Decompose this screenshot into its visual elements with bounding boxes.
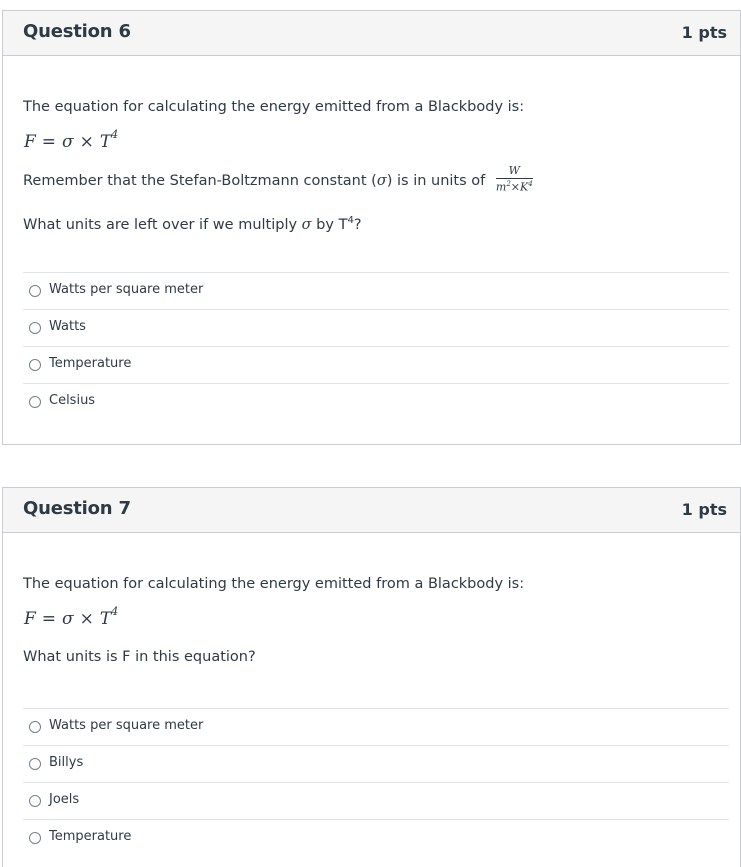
answer-option[interactable] [23, 819, 729, 856]
radio-button[interactable] [29, 832, 41, 844]
equation-times: × [79, 609, 94, 629]
answer-label[interactable]: Celsius [49, 393, 96, 408]
prompt-exponent: 4 [347, 215, 354, 226]
answer-option[interactable] [23, 272, 729, 309]
radio-button[interactable] [29, 285, 41, 297]
answer-label[interactable]: Watts [49, 319, 86, 334]
answer-label[interactable]: Joels [49, 792, 80, 807]
question-header [3, 488, 740, 533]
question-points: 1 pts [681, 500, 727, 519]
answer-label[interactable]: Watts per square meter [49, 718, 204, 733]
answer-option[interactable] [23, 309, 729, 346]
radio-button[interactable] [29, 359, 41, 371]
equation [24, 128, 119, 152]
equation-lhs: F [24, 132, 36, 152]
constant-text-b: ) is in units of [386, 172, 486, 189]
prompt-sigma: σ [301, 216, 312, 233]
question-6-card [2, 10, 741, 445]
equation-exponent: 4 [111, 128, 119, 142]
units-numerator: W [496, 164, 533, 179]
answer-label[interactable]: Watts per square meter [49, 282, 204, 297]
answer-label[interactable]: Billys [49, 755, 84, 770]
radio-button[interactable] [29, 758, 41, 770]
units-fraction [496, 164, 533, 194]
question-header [3, 11, 740, 56]
den-m-exp: 2 [506, 180, 511, 188]
answer-list [23, 272, 729, 420]
question-title: Question 7 [23, 498, 131, 519]
equation-sigma: σ [62, 609, 74, 629]
equation-exponent: 4 [111, 605, 119, 619]
radio-button[interactable] [29, 795, 41, 807]
radio-button[interactable] [29, 396, 41, 408]
radio-button[interactable] [29, 721, 41, 733]
equation-equals: = [41, 132, 57, 152]
answer-option[interactable] [23, 745, 729, 782]
answer-option[interactable] [23, 782, 729, 819]
constant-sigma: σ [376, 172, 387, 189]
equation-base: T [99, 132, 112, 152]
question-intro: The equation for calculating the energy emitted from a Blackbody is: [23, 99, 525, 115]
prompt-text-a: What units are left over if we multiply [23, 216, 302, 233]
answer-label[interactable]: Temperature [49, 829, 132, 844]
radio-button[interactable] [29, 322, 41, 334]
question-title: Question 6 [23, 21, 131, 42]
answer-list [23, 708, 729, 856]
equation-times: × [79, 132, 94, 152]
equation-base: T [99, 609, 112, 629]
equation [24, 605, 119, 629]
question-7-card [2, 487, 741, 867]
equation-equals: = [41, 609, 57, 629]
answer-option[interactable] [23, 708, 729, 745]
den-k-exp: 4 [528, 180, 533, 188]
equation-lhs: F [24, 609, 36, 629]
den-m: m [495, 180, 507, 194]
constant-units-text [23, 166, 533, 196]
den-times: × [510, 180, 520, 194]
equation-sigma: σ [62, 132, 74, 152]
prompt-text-b: by T [311, 216, 348, 233]
answer-option[interactable] [23, 346, 729, 383]
answer-option[interactable] [23, 383, 729, 420]
prompt-end: ? [353, 216, 362, 233]
answer-label[interactable]: Temperature [49, 356, 132, 371]
den-k: K [520, 180, 529, 194]
units-denominator [496, 179, 533, 194]
question-prompt: What units is F in this equation? [23, 649, 256, 665]
question-points: 1 pts [681, 23, 727, 42]
constant-text-a: Remember that the Stefan-Boltzmann constant ( [23, 172, 377, 189]
question-prompt [23, 215, 362, 233]
question-intro: The equation for calculating the energy emitted from a Blackbody is: [23, 576, 525, 592]
